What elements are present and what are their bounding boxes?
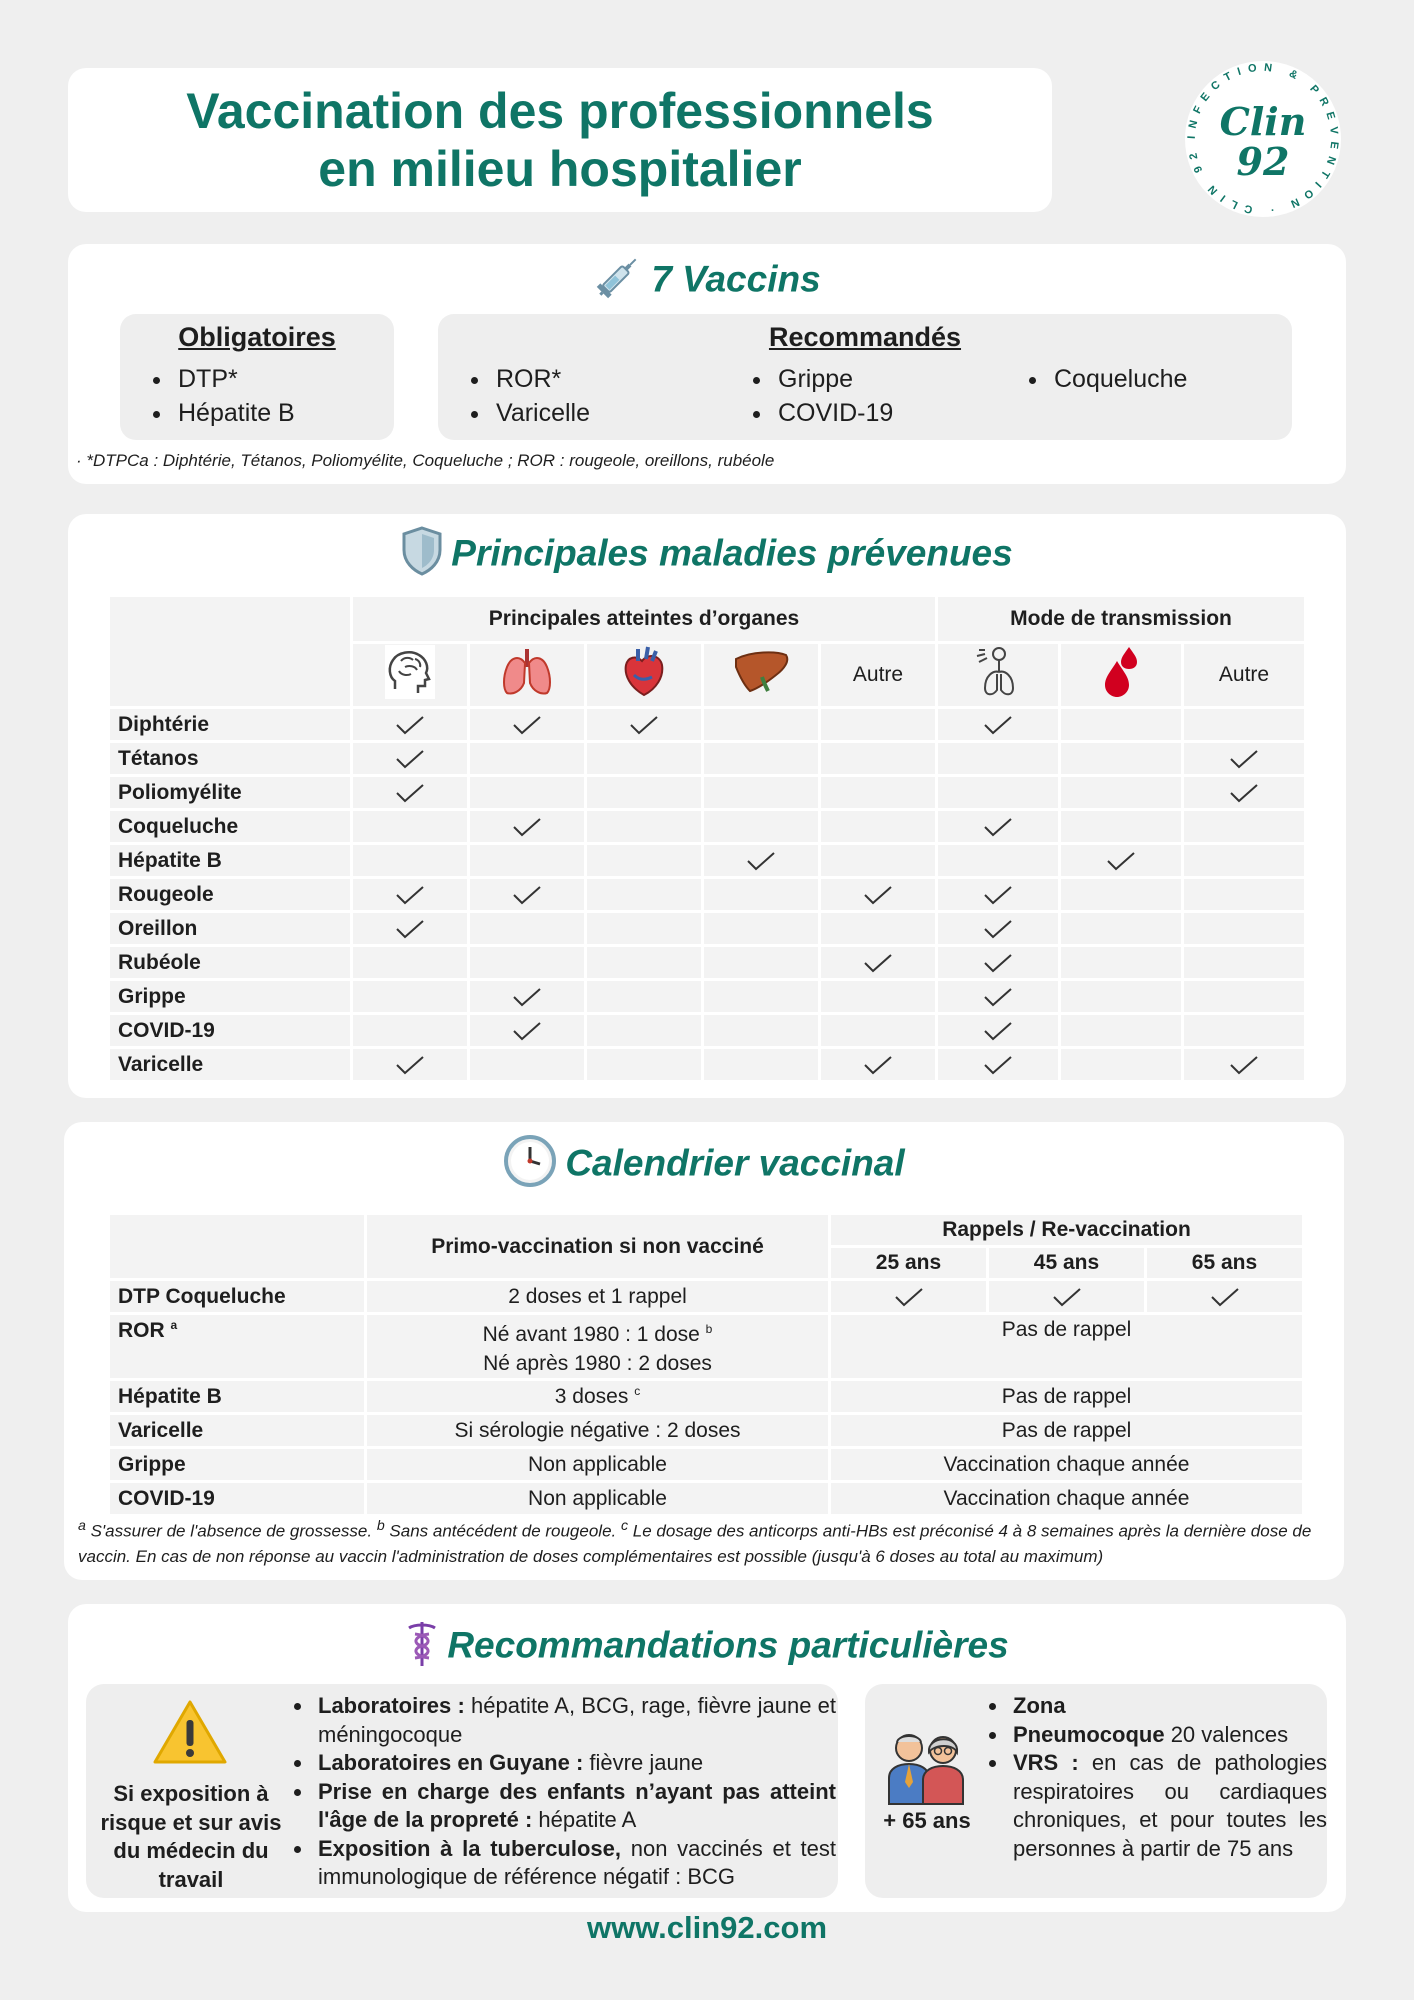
check-cell	[938, 811, 1058, 842]
check-cell	[470, 845, 584, 876]
list-item: • Zona	[1009, 1692, 1327, 1721]
check-cell	[587, 743, 701, 774]
table-row	[110, 1415, 1302, 1446]
col-brain	[353, 644, 467, 706]
table-row	[110, 777, 1304, 808]
table-row	[110, 981, 1304, 1012]
row-label: Poliomyélite	[110, 777, 350, 808]
checkmark-icon	[1228, 1054, 1260, 1076]
check-cell	[1061, 981, 1181, 1012]
check-cell	[353, 1049, 467, 1080]
rappel-cell: Vaccination chaque année	[831, 1483, 1302, 1514]
row-label: Grippe	[110, 1449, 364, 1480]
table-row	[110, 845, 1304, 876]
check-cell	[1184, 777, 1304, 808]
row-label: Tétanos	[110, 743, 350, 774]
checkmark-icon	[628, 714, 660, 736]
row-label: ROR $^a$	[110, 1315, 364, 1378]
footer-website[interactable]: www.clin92.com	[586, 1910, 828, 1945]
vaccins-card	[68, 244, 1346, 484]
checkmark-icon	[982, 952, 1014, 974]
check-cell	[1147, 1281, 1302, 1312]
checkmark-icon	[394, 748, 426, 770]
list-item: • Varicelle	[492, 396, 590, 430]
shield-icon	[401, 526, 443, 585]
rappel-cell: Pas de rappel	[831, 1415, 1302, 1446]
check-cell	[938, 1049, 1058, 1080]
check-cell	[938, 981, 1058, 1012]
row-label: Rubéole	[110, 947, 350, 978]
check-cell	[470, 913, 584, 944]
check-cell	[1061, 709, 1181, 740]
check-cell	[1184, 879, 1304, 910]
col-heart	[587, 644, 701, 706]
brain-icon	[385, 645, 435, 699]
svg-text:INFECTION & PREVENTION · CLIN: INFECTION & PREVENTION · CLIN 92	[1185, 61, 1341, 217]
check-cell	[704, 743, 818, 774]
check-cell	[587, 709, 701, 740]
checkmark-icon	[982, 714, 1014, 736]
check-cell	[470, 709, 584, 740]
exposition-box	[86, 1684, 838, 1898]
check-cell	[1061, 1049, 1181, 1080]
syringe-icon	[593, 252, 643, 311]
primo-cell: 3 doses $^c$	[367, 1381, 828, 1412]
check-cell	[353, 743, 467, 774]
row-label: DTP Coqueluche	[110, 1281, 364, 1312]
clock-icon	[503, 1134, 557, 1197]
blood-drop-icon	[1099, 645, 1143, 699]
check-cell	[470, 947, 584, 978]
checkmark-icon	[394, 884, 426, 906]
title-card	[68, 68, 1052, 212]
check-cell	[353, 811, 467, 842]
row-label: COVID-19	[110, 1015, 350, 1046]
logo-text-92: 92	[1236, 139, 1290, 184]
check-cell	[938, 777, 1058, 808]
rappel-cell: Pas de rappel	[831, 1381, 1302, 1412]
checkmark-icon	[511, 714, 543, 736]
maladies-table	[107, 594, 1307, 1083]
list-item: • Hépatite B	[174, 396, 295, 430]
check-cell	[353, 879, 467, 910]
checkmark-icon	[394, 918, 426, 940]
row-label: Oreillon	[110, 913, 350, 944]
check-cell	[938, 743, 1058, 774]
check-cell	[831, 1281, 986, 1312]
checkmark-icon	[1228, 782, 1260, 804]
check-cell	[821, 1049, 935, 1080]
vaccins-footnote: · *DTPCa : Diphtérie, Tétanos, Poliomyélite, Coqueluche ; ROR : rougeole, oreillons, rubéole	[76, 451, 775, 470]
check-cell	[587, 845, 701, 876]
header-age: 25 ans	[831, 1248, 986, 1278]
row-label: Hépatite B	[110, 845, 350, 876]
check-cell	[470, 1049, 584, 1080]
senior-list	[983, 1692, 1327, 1863]
header-age: 45 ans	[989, 1248, 1144, 1278]
check-cell	[1184, 981, 1304, 1012]
check-cell	[1061, 947, 1181, 978]
exposition-list	[288, 1692, 836, 1892]
check-cell	[821, 777, 935, 808]
checkmark-icon	[982, 986, 1014, 1008]
checkmark-icon	[982, 918, 1014, 940]
check-cell	[704, 777, 818, 808]
check-cell	[1184, 1049, 1304, 1080]
checkmark-icon	[511, 1020, 543, 1042]
check-cell	[587, 913, 701, 944]
checkmark-icon	[1209, 1286, 1241, 1308]
check-cell	[704, 811, 818, 842]
check-cell	[989, 1281, 1144, 1312]
recommandes-list-1	[464, 362, 590, 430]
check-cell	[587, 1049, 701, 1080]
respiratory-icon	[973, 644, 1023, 700]
col-lungs	[470, 644, 584, 706]
col-respiratory	[938, 644, 1058, 706]
list-item: • Coqueluche	[1050, 362, 1187, 396]
checkmark-icon	[982, 1054, 1014, 1076]
table-row	[110, 1049, 1304, 1080]
table-corner	[110, 1215, 364, 1278]
table-row	[110, 709, 1304, 740]
check-cell	[821, 947, 935, 978]
list-item: • Exposition à la tuberculose, non vaccinés et test immunologique de référence négatif : BCG	[314, 1835, 836, 1892]
check-cell	[704, 845, 818, 876]
check-cell	[1184, 845, 1304, 876]
list-item: • Prise en charge des enfants n’ayant pas atteint l'âge de la propreté : hépatite A	[314, 1778, 836, 1835]
header-primo: Primo-vaccination si non vacciné	[367, 1215, 828, 1278]
senior-box	[865, 1684, 1327, 1898]
list-item: • Laboratoires : hépatite A, BCG, rage, fièvre jaune et méningocoque	[314, 1692, 836, 1749]
check-cell	[938, 879, 1058, 910]
check-cell	[938, 913, 1058, 944]
checkmark-icon	[1228, 748, 1260, 770]
check-cell	[821, 709, 935, 740]
table-corner	[110, 597, 350, 706]
list-item: • ROR*	[492, 362, 590, 396]
check-cell	[1184, 743, 1304, 774]
check-cell	[353, 913, 467, 944]
calendrier-table	[107, 1212, 1305, 1517]
table-row	[110, 743, 1304, 774]
list-item: • COVID-19	[774, 396, 893, 430]
check-cell	[938, 845, 1058, 876]
check-cell	[938, 709, 1058, 740]
recommandes-list-2	[746, 362, 893, 430]
checkmark-icon	[511, 884, 543, 906]
row-label: Coqueluche	[110, 811, 350, 842]
check-cell	[470, 811, 584, 842]
table-row	[110, 1015, 1304, 1046]
logo-text-clin: Clin	[1219, 99, 1307, 144]
check-cell	[1184, 1015, 1304, 1046]
page-title: Vaccination des professionnels en milieu hospitalier	[186, 83, 934, 197]
elderly-couple-icon	[885, 1730, 967, 1811]
recommandes-heading: Recommandés	[768, 322, 962, 352]
warning-icon	[152, 1698, 228, 1771]
caduceus-icon	[405, 1618, 439, 1677]
obligatoires-box	[120, 314, 394, 440]
table-row	[110, 1449, 1302, 1480]
check-cell	[353, 981, 467, 1012]
check-cell	[704, 1015, 818, 1046]
obligatoires-heading: Obligatoires	[178, 322, 336, 352]
check-cell	[1061, 777, 1181, 808]
list-item: • VRS : en cas de pathologies respiratoires ou cardiaques chroniques, et pour toutes les personnes à partir de 75 ans	[1009, 1749, 1327, 1863]
table-row	[110, 879, 1304, 910]
vaccins-title: 7 Vaccins	[68, 252, 1346, 311]
checkmark-icon	[982, 1020, 1014, 1042]
check-cell	[821, 879, 935, 910]
check-cell	[470, 777, 584, 808]
primo-cell: Non applicable	[367, 1449, 828, 1480]
header-transmission: Mode de transmission	[938, 597, 1304, 641]
recommandations-title: Recommandations particulières	[68, 1618, 1346, 1677]
table-row	[110, 1483, 1302, 1514]
check-cell	[1061, 743, 1181, 774]
check-cell	[704, 879, 818, 910]
col-autre-2: Autre	[1184, 644, 1304, 706]
table-row	[110, 811, 1304, 842]
lungs-icon	[499, 647, 555, 697]
row-label: COVID-19	[110, 1483, 364, 1514]
checkmark-icon	[394, 782, 426, 804]
heart-icon	[622, 645, 666, 699]
exposition-caption: Si exposition à risque et sur avis du médecin du travail	[100, 1781, 282, 1892]
check-cell	[1061, 811, 1181, 842]
obligatoires-list	[146, 362, 295, 430]
check-cell	[1184, 947, 1304, 978]
check-cell	[470, 1015, 584, 1046]
header-organes: Principales atteintes d’organes	[353, 597, 935, 641]
checkmark-icon	[511, 816, 543, 838]
check-cell	[704, 709, 818, 740]
check-cell	[704, 981, 818, 1012]
row-label: Diphtérie	[110, 709, 350, 740]
check-cell	[1061, 879, 1181, 910]
list-item: • Pneumocoque 20 valences	[1009, 1721, 1327, 1750]
checkmark-icon	[893, 1286, 925, 1308]
check-cell	[821, 1015, 935, 1046]
check-cell	[704, 947, 818, 978]
checkmark-icon	[745, 850, 777, 872]
check-cell	[704, 913, 818, 944]
row-label: Hépatite B	[110, 1381, 364, 1412]
primo-cell: Si sérologie négative : 2 doses	[367, 1415, 828, 1446]
recommandes-list-3	[1022, 362, 1187, 396]
calendrier-title: Calendrier vaccinal	[64, 1134, 1344, 1197]
check-cell	[587, 811, 701, 842]
table-row	[110, 1315, 1302, 1378]
check-cell	[353, 709, 467, 740]
primo-cell: Né avant 1980 : 1 dose $^b$ Né après 1980 : 2 doses	[367, 1315, 828, 1378]
col-autre-1: Autre	[821, 644, 935, 706]
check-cell	[353, 1015, 467, 1046]
table-row	[110, 1281, 1302, 1312]
check-cell	[821, 981, 935, 1012]
recommandations-card	[68, 1604, 1346, 1912]
clin92-logo	[1182, 58, 1344, 220]
rappel-cell: Vaccination chaque année	[831, 1449, 1302, 1480]
checkmark-icon	[394, 714, 426, 736]
table-row	[110, 913, 1304, 944]
check-cell	[353, 947, 467, 978]
check-cell	[1184, 709, 1304, 740]
row-label: Grippe	[110, 981, 350, 1012]
maladies-title: Principales maladies prévenues	[68, 526, 1346, 585]
senior-caption: + 65 ans	[883, 1808, 971, 1833]
check-cell	[704, 1049, 818, 1080]
list-item: • Grippe	[774, 362, 893, 396]
primo-cell: 2 doses et 1 rappel	[367, 1281, 828, 1312]
check-cell	[587, 947, 701, 978]
table-row	[110, 1381, 1302, 1412]
check-cell	[470, 743, 584, 774]
check-cell	[587, 981, 701, 1012]
checkmark-icon	[862, 884, 894, 906]
header-rappels: Rappels / Re-vaccination	[831, 1215, 1302, 1245]
checkmark-icon	[1105, 850, 1137, 872]
checkmark-icon	[862, 952, 894, 974]
check-cell	[470, 879, 584, 910]
check-cell	[1061, 1015, 1181, 1046]
check-cell	[587, 1015, 701, 1046]
list-item: • DTP*	[174, 362, 295, 396]
check-cell	[587, 777, 701, 808]
header-age: 65 ans	[1147, 1248, 1302, 1278]
check-cell	[938, 947, 1058, 978]
row-label: Varicelle	[110, 1049, 350, 1080]
check-cell	[821, 743, 935, 774]
table-row	[110, 947, 1304, 978]
row-label: Rougeole	[110, 879, 350, 910]
check-cell	[1184, 811, 1304, 842]
maladies-card	[68, 514, 1346, 1098]
check-cell	[938, 1015, 1058, 1046]
checkmark-icon	[1051, 1286, 1083, 1308]
check-cell	[1061, 913, 1181, 944]
check-cell	[821, 811, 935, 842]
col-liver	[704, 644, 818, 706]
checkmark-icon	[862, 1054, 894, 1076]
list-item: • Laboratoires en Guyane : fièvre jaune	[314, 1749, 836, 1778]
check-cell	[1184, 913, 1304, 944]
check-cell	[587, 879, 701, 910]
col-blood	[1061, 644, 1181, 706]
checkmark-icon	[982, 884, 1014, 906]
check-cell	[353, 777, 467, 808]
checkmark-icon	[982, 816, 1014, 838]
calendrier-footnote: $^a$ S'assurer de l'absence de grossesse. $^b$ Sans antécédent de rougeole. $^c$ Le dosage des anticorps anti-HBs est préconisé 4 à 8 semaines après la dernière dose de vaccin. En cas de non réponse au vaccin l'administration de doses complémentaires est possible (jusqu'à 6 doses au total au maximum)	[78, 1518, 1312, 1566]
calendrier-card	[64, 1122, 1344, 1580]
rappel-cell: Pas de rappel	[831, 1315, 1302, 1378]
liver-icon	[732, 647, 790, 697]
check-cell	[470, 981, 584, 1012]
check-cell	[821, 913, 935, 944]
check-cell	[1061, 845, 1181, 876]
checkmark-icon	[511, 986, 543, 1008]
check-cell	[821, 845, 935, 876]
row-label: Varicelle	[110, 1415, 364, 1446]
primo-cell: Non applicable	[367, 1483, 828, 1514]
checkmark-icon	[394, 1054, 426, 1076]
recommandes-box	[438, 314, 1292, 440]
check-cell	[353, 845, 467, 876]
